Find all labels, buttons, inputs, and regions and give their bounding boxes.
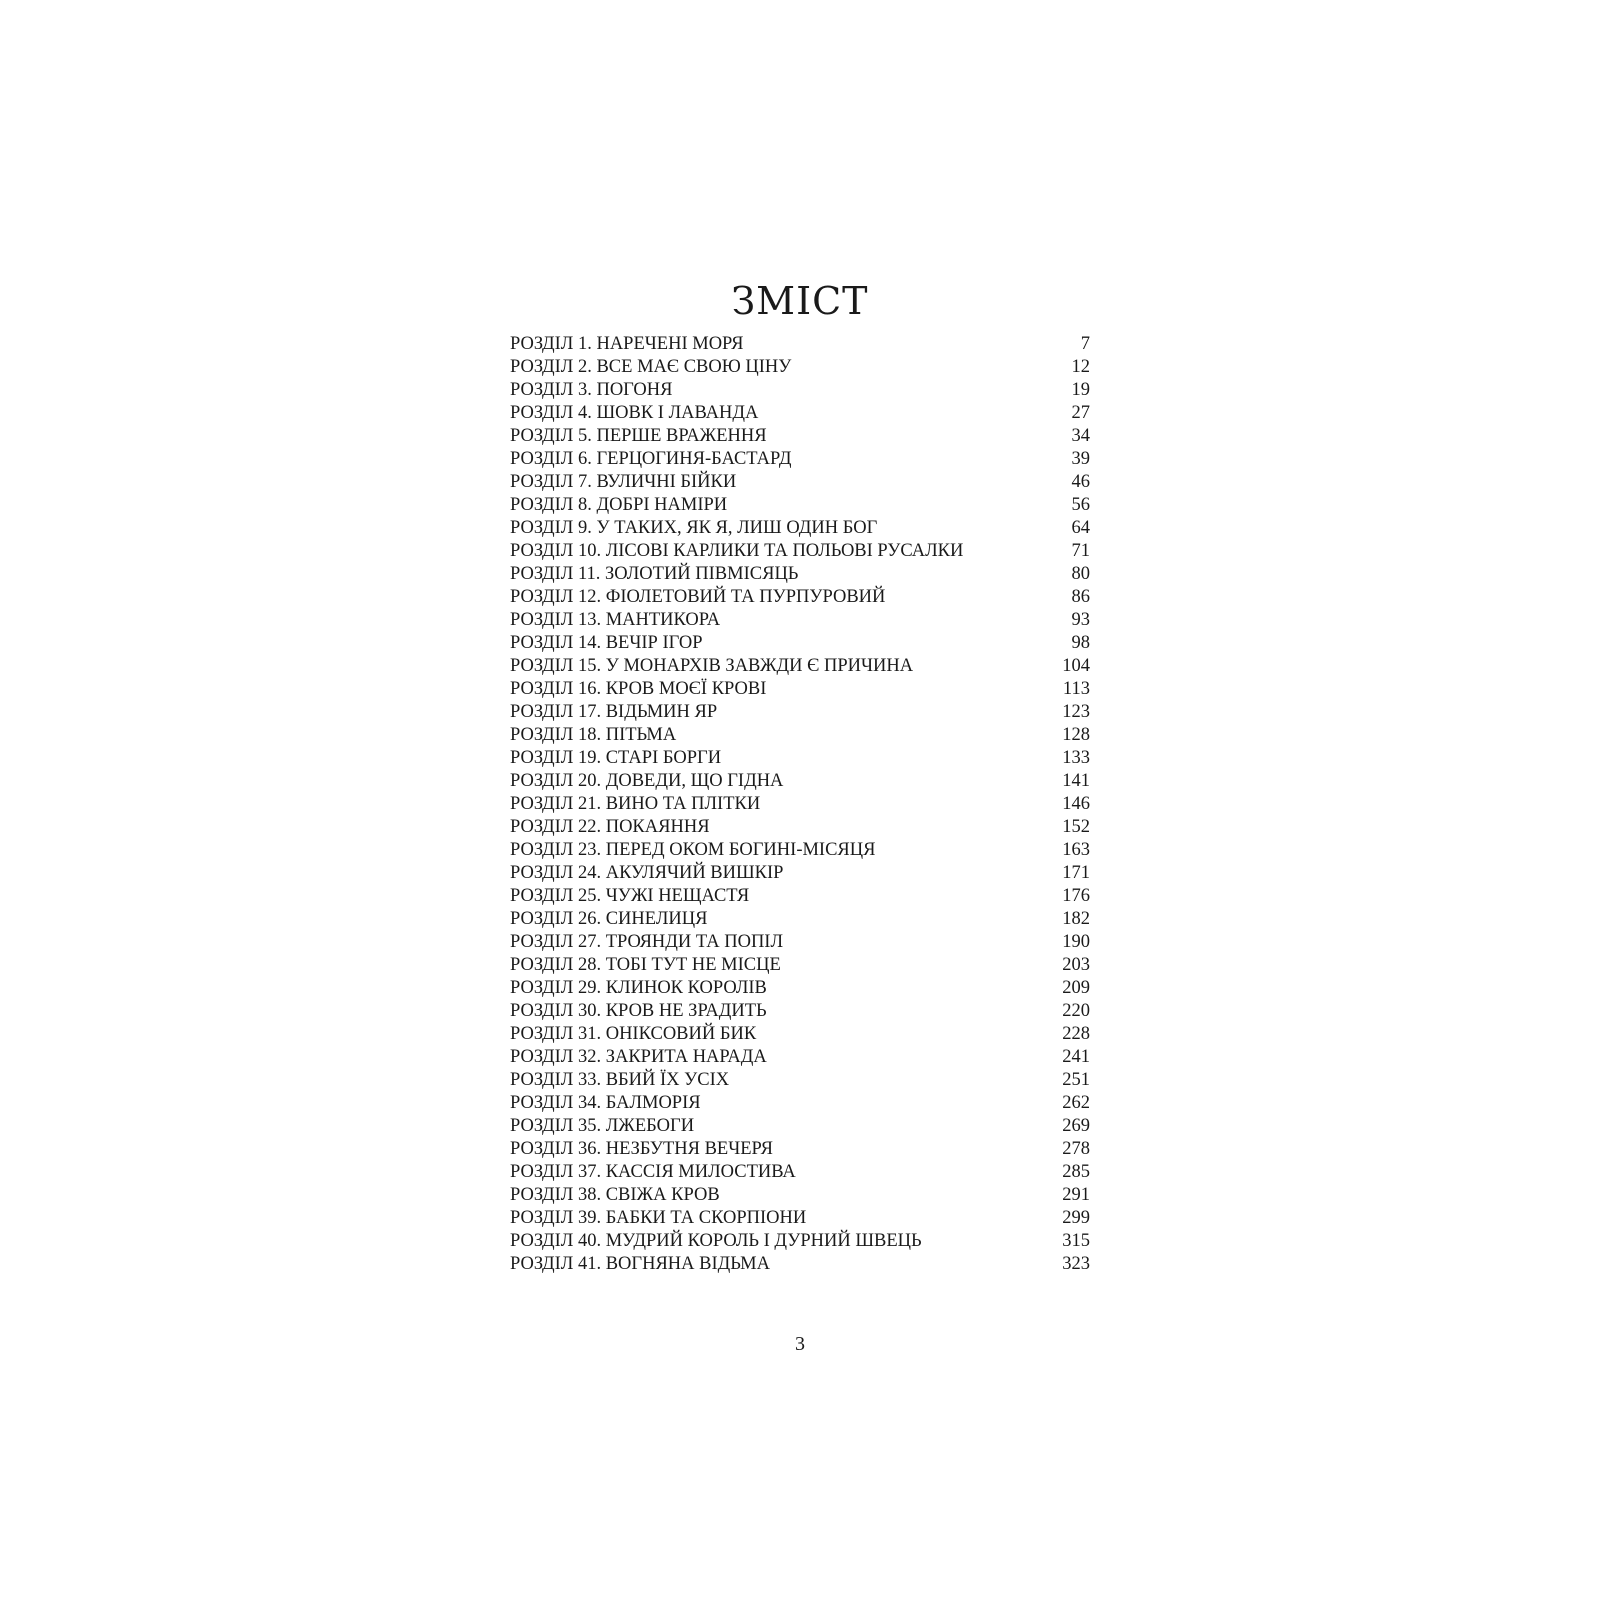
toc-entry bbox=[510, 839, 1090, 862]
toc-entry-label: РОЗДІЛ 39. БАБКИ ТА СКОРПІОНИ bbox=[510, 1208, 807, 1228]
toc-entry-label: РОЗДІЛ 11. ЗОЛОТИЙ ПІВМІСЯЦЬ bbox=[510, 564, 799, 584]
toc-entry-label: РОЗДІЛ 17. ВІДЬМИН ЯР bbox=[510, 702, 718, 722]
toc-entry-label: РОЗДІЛ 18. ПІТЬМА bbox=[510, 725, 677, 745]
toc-entry-label: РОЗДІЛ 40. МУДРИЙ КОРОЛЬ І ДУРНИЙ ШВЕЦЬ bbox=[510, 1231, 922, 1251]
toc-entry-label: РОЗДІЛ 15. У МОНАРХІВ ЗАВЖДИ Є ПРИЧИНА bbox=[510, 656, 914, 676]
toc-entry bbox=[510, 954, 1090, 977]
toc-entry-page: 27 bbox=[1071, 403, 1090, 423]
toc-entry-page: 104 bbox=[1062, 656, 1090, 676]
toc-entry-label: РОЗДІЛ 9. У ТАКИХ, ЯК Я, ЛИШ ОДИН БОГ bbox=[510, 518, 878, 538]
toc-entry bbox=[510, 1184, 1090, 1207]
toc-entry bbox=[510, 1207, 1090, 1230]
toc-entry-label: РОЗДІЛ 2. ВСЕ МАЄ СВОЮ ЦІНУ bbox=[510, 357, 792, 377]
toc-entry-page: 315 bbox=[1062, 1231, 1090, 1251]
toc-entry bbox=[510, 425, 1090, 448]
toc-entry-page: 123 bbox=[1062, 702, 1090, 722]
toc-entry-page: 34 bbox=[1071, 426, 1090, 446]
toc-entry bbox=[510, 908, 1090, 931]
toc-entry bbox=[510, 1092, 1090, 1115]
toc-entry-page: 128 bbox=[1062, 725, 1090, 745]
toc-entry-page: 285 bbox=[1062, 1162, 1090, 1182]
toc-entry-label: РОЗДІЛ 41. ВОГНЯНА ВІДЬМА bbox=[510, 1254, 770, 1274]
toc-entry-label: РОЗДІЛ 6. ГЕРЦОГИНЯ-БАСТАРД bbox=[510, 449, 792, 469]
table-of-contents bbox=[510, 333, 1090, 1276]
toc-entry-page: 209 bbox=[1062, 978, 1090, 998]
page-number: 3 bbox=[795, 1333, 805, 1355]
toc-entry bbox=[510, 747, 1090, 770]
toc-entry-label: РОЗДІЛ 4. ШОВК І ЛАВАНДА bbox=[510, 403, 759, 423]
toc-entry-page: 71 bbox=[1071, 541, 1090, 561]
toc-entry bbox=[510, 793, 1090, 816]
toc-entry-page: 176 bbox=[1062, 886, 1090, 906]
toc-entry-label: РОЗДІЛ 16. КРОВ МОЄЇ КРОВІ bbox=[510, 679, 767, 699]
toc-entry-label: РОЗДІЛ 27. ТРОЯНДИ ТА ПОПІЛ bbox=[510, 932, 784, 952]
toc-entry bbox=[510, 1138, 1090, 1161]
toc-entry-label: РОЗДІЛ 7. ВУЛИЧНІ БІЙКИ bbox=[510, 472, 737, 492]
toc-entry bbox=[510, 862, 1090, 885]
toc-entry-label: РОЗДІЛ 24. АКУЛЯЧИЙ ВИШКІР bbox=[510, 863, 784, 883]
toc-entry bbox=[510, 494, 1090, 517]
toc-entry-label: РОЗДІЛ 20. ДОВЕДИ, ЩО ГІДНА bbox=[510, 771, 784, 791]
toc-entry bbox=[510, 655, 1090, 678]
toc-entry bbox=[510, 1230, 1090, 1253]
toc-entry-label: РОЗДІЛ 13. МАНТИКОРА bbox=[510, 610, 721, 630]
toc-entry bbox=[510, 1161, 1090, 1184]
toc-entry bbox=[510, 1000, 1090, 1023]
toc-entry-page: 19 bbox=[1071, 380, 1090, 400]
toc-entry-label: РОЗДІЛ 14. ВЕЧІР ІГОР bbox=[510, 633, 703, 653]
toc-entry bbox=[510, 1023, 1090, 1046]
toc-entry bbox=[510, 563, 1090, 586]
toc-entry bbox=[510, 1253, 1090, 1276]
toc-entry-label: РОЗДІЛ 5. ПЕРШЕ ВРАЖЕННЯ bbox=[510, 426, 767, 446]
toc-entry-page: 12 bbox=[1071, 357, 1090, 377]
toc-entry-page: 203 bbox=[1062, 955, 1090, 975]
toc-entry bbox=[510, 356, 1090, 379]
toc-entry-page: 141 bbox=[1062, 771, 1090, 791]
toc-entry bbox=[510, 678, 1090, 701]
toc-entry-page: 113 bbox=[1062, 679, 1090, 699]
toc-entry-page: 86 bbox=[1071, 587, 1090, 607]
toc-entry-page: 80 bbox=[1071, 564, 1090, 584]
toc-entry bbox=[510, 1115, 1090, 1138]
toc-entry-label: РОЗДІЛ 30. КРОВ НЕ ЗРАДИТЬ bbox=[510, 1001, 767, 1021]
toc-entry-label: РОЗДІЛ 1. НАРЕЧЕНІ МОРЯ bbox=[510, 334, 744, 354]
toc-entry bbox=[510, 977, 1090, 1000]
toc-entry-label: РОЗДІЛ 23. ПЕРЕД ОКОМ БОГИНІ-МІСЯЦЯ bbox=[510, 840, 876, 860]
toc-entry bbox=[510, 448, 1090, 471]
toc-entry bbox=[510, 724, 1090, 747]
toc-entry-page: 56 bbox=[1071, 495, 1090, 515]
toc-entry bbox=[510, 1069, 1090, 1092]
toc-entry bbox=[510, 701, 1090, 724]
toc-entry bbox=[510, 586, 1090, 609]
toc-entry-page: 228 bbox=[1062, 1024, 1090, 1044]
toc-entry-page: 152 bbox=[1062, 817, 1090, 837]
toc-entry-label: РОЗДІЛ 36. НЕЗБУТНЯ ВЕЧЕРЯ bbox=[510, 1139, 773, 1159]
toc-entry-label: РОЗДІЛ 35. ЛЖЕБОГИ bbox=[510, 1116, 695, 1136]
toc-entry-page: 323 bbox=[1062, 1254, 1090, 1274]
toc-entry-label: РОЗДІЛ 26. СИНЕЛИЦЯ bbox=[510, 909, 708, 929]
toc-entry-page: 299 bbox=[1062, 1208, 1090, 1228]
toc-entry-label: РОЗДІЛ 28. ТОБІ ТУТ НЕ МІСЦЕ bbox=[510, 955, 781, 975]
toc-entry-page: 133 bbox=[1062, 748, 1090, 768]
toc-entry-page: 98 bbox=[1071, 633, 1090, 653]
toc-entry-page: 220 bbox=[1062, 1001, 1090, 1021]
toc-entry-page: 278 bbox=[1062, 1139, 1090, 1159]
toc-entry bbox=[510, 632, 1090, 655]
toc-entry bbox=[510, 471, 1090, 494]
toc-entry-label: РОЗДІЛ 31. ОНІКСОВИЙ БИК bbox=[510, 1024, 757, 1044]
toc-entry bbox=[510, 931, 1090, 954]
toc-entry-label: РОЗДІЛ 38. СВІЖА КРОВ bbox=[510, 1185, 720, 1205]
toc-entry-label: РОЗДІЛ 22. ПОКАЯННЯ bbox=[510, 817, 710, 837]
toc-entry bbox=[510, 770, 1090, 793]
toc-entry-page: 171 bbox=[1062, 863, 1090, 883]
toc-entry-page: 64 bbox=[1071, 518, 1090, 538]
toc-entry-page: 190 bbox=[1062, 932, 1090, 952]
toc-entry-label: РОЗДІЛ 8. ДОБРІ НАМІРИ bbox=[510, 495, 728, 515]
toc-entry-page: 7 bbox=[1080, 334, 1090, 354]
toc-entry-page: 182 bbox=[1062, 909, 1090, 929]
toc-entry-page: 39 bbox=[1071, 449, 1090, 469]
toc-entry bbox=[510, 885, 1090, 908]
toc-entry bbox=[510, 816, 1090, 839]
toc-entry-label: РОЗДІЛ 12. ФІОЛЕТОВИЙ ТА ПУРПУРОВИЙ bbox=[510, 587, 886, 607]
toc-entry-label: РОЗДІЛ 3. ПОГОНЯ bbox=[510, 380, 673, 400]
toc-entry-page: 241 bbox=[1062, 1047, 1090, 1067]
toc-entry bbox=[510, 517, 1090, 540]
toc-entry-label: РОЗДІЛ 10. ЛІСОВІ КАРЛИКИ ТА ПОЛЬОВІ РУСАЛКИ bbox=[510, 541, 964, 561]
toc-entry-label: РОЗДІЛ 32. ЗАКРИТА НАРАДА bbox=[510, 1047, 767, 1067]
toc-entry-page: 262 bbox=[1062, 1093, 1090, 1113]
toc-entry-label: РОЗДІЛ 34. БАЛМОРІЯ bbox=[510, 1093, 701, 1113]
toc-entry-page: 163 bbox=[1062, 840, 1090, 860]
toc-entry bbox=[510, 379, 1090, 402]
toc-entry bbox=[510, 540, 1090, 563]
toc-entry-label: РОЗДІЛ 29. КЛИНОК КОРОЛІВ bbox=[510, 978, 767, 998]
toc-entry bbox=[510, 402, 1090, 425]
toc-entry-page: 146 bbox=[1062, 794, 1090, 814]
toc-entry bbox=[510, 1046, 1090, 1069]
toc-entry-label: РОЗДІЛ 25. ЧУЖІ НЕЩАСТЯ bbox=[510, 886, 750, 906]
toc-entry-label: РОЗДІЛ 19. СТАРІ БОРГИ bbox=[510, 748, 722, 768]
toc-entry bbox=[510, 609, 1090, 632]
toc-entry-page: 93 bbox=[1071, 610, 1090, 630]
toc-entry-label: РОЗДІЛ 37. КАССІЯ МИЛОСТИВА bbox=[510, 1162, 796, 1182]
toc-entry-page: 251 bbox=[1062, 1070, 1090, 1090]
toc-entry-page: 291 bbox=[1062, 1185, 1090, 1205]
toc-entry-label: РОЗДІЛ 21. ВИНО ТА ПЛІТКИ bbox=[510, 794, 761, 814]
toc-entry bbox=[510, 333, 1090, 356]
page-title: ЗМІСТ bbox=[731, 279, 869, 323]
toc-entry-page: 269 bbox=[1062, 1116, 1090, 1136]
toc-entry-label: РОЗДІЛ 33. ВБИЙ ЇХ УСІХ bbox=[510, 1070, 730, 1090]
toc-entry-page: 46 bbox=[1071, 472, 1090, 492]
